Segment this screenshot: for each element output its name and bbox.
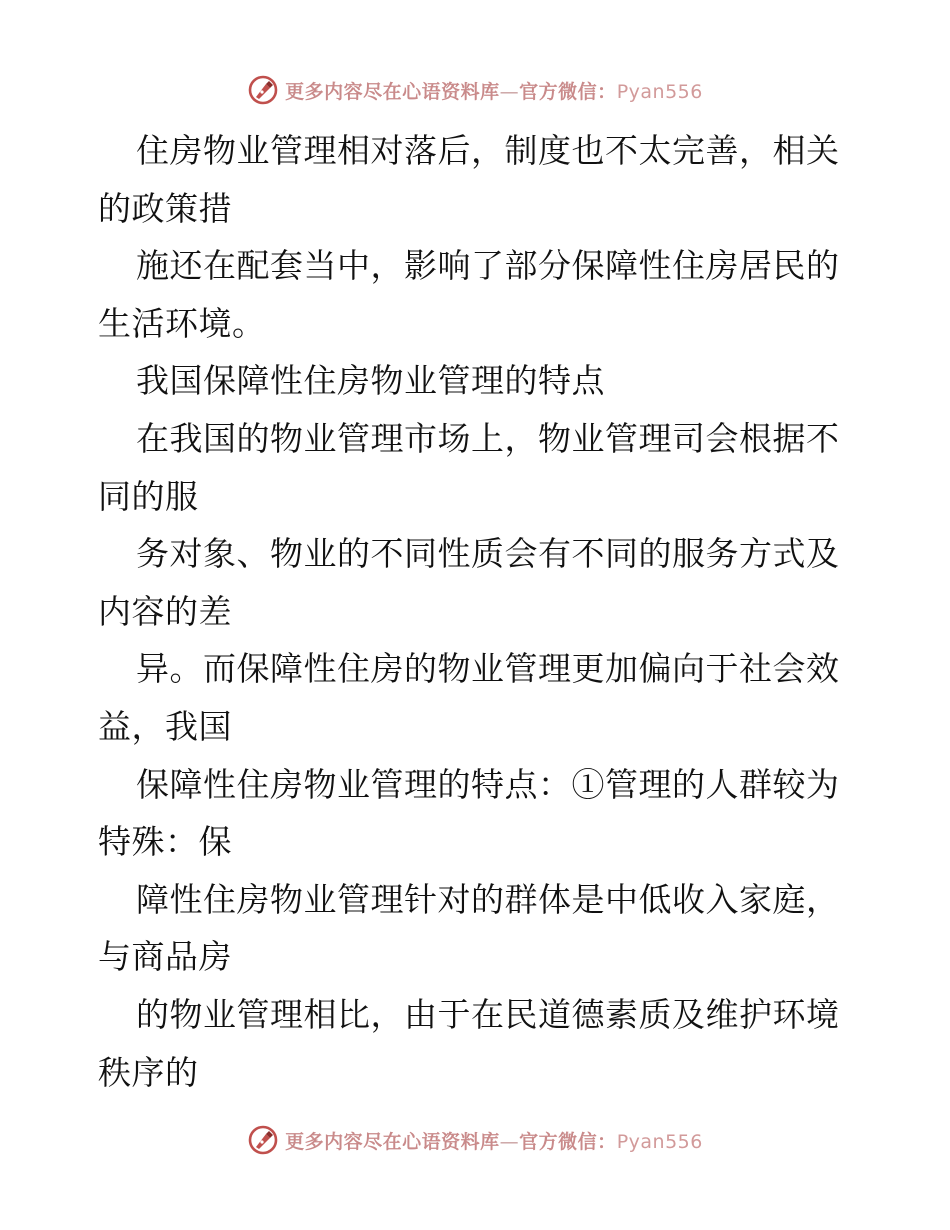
- header-banner: [0, 70, 950, 110]
- text-line: 在我国的物业管理市场上，物业管理司会根据不: [136, 418, 840, 458]
- text-line: 的政策措: [98, 188, 232, 228]
- pen-nib-logo-icon: [247, 1124, 279, 1156]
- text-line: 益，我国: [98, 706, 232, 746]
- text-line: 内容的差: [98, 591, 232, 631]
- banner-separator: —: [499, 1130, 520, 1153]
- text-line: 特殊：保: [98, 822, 232, 862]
- text-line: 生活环境。: [98, 303, 266, 343]
- text-line: 障性住房物业管理针对的群体是中低收入家庭，: [136, 879, 840, 919]
- text-line: 的物业管理相比，由于在民道德素质及维护环境: [136, 994, 840, 1034]
- banner-separator: —: [499, 80, 520, 103]
- text-line: 与商品房: [98, 937, 232, 977]
- banner-text: [285, 77, 703, 104]
- banner-suffix-text: 官方微信：: [519, 1130, 617, 1153]
- text-line: 施还在配套当中，影响了部分保障性住房居民的: [136, 246, 840, 286]
- banner-wechat-id: Pyan556: [616, 80, 703, 103]
- text-line: 我国保障性住房物业管理的特点: [136, 361, 605, 401]
- banner-suffix-text: 官方微信：: [519, 80, 617, 103]
- text-line: 保障性住房物业管理的特点：①管理的人群较为: [136, 764, 840, 804]
- footer-banner: [0, 1120, 950, 1160]
- text-line: 务对象、物业的不同性质会有不同的服务方式及: [136, 534, 840, 574]
- pen-nib-logo-icon: [247, 74, 279, 106]
- text-line: 秩序的: [98, 1052, 199, 1092]
- text-line: 异。而保障性住房的物业管理更加偏向于社会效: [136, 649, 840, 689]
- text-line: 同的服: [98, 476, 199, 516]
- banner-text: [285, 1127, 703, 1154]
- banner-main-text: 更多内容尽在心语资料库: [285, 80, 500, 103]
- banner-wechat-id: Pyan556: [616, 1130, 703, 1153]
- text-line: 住房物业管理相对落后，制度也不太完善，相关: [136, 131, 840, 170]
- banner-main-text: 更多内容尽在心语资料库: [285, 1130, 500, 1153]
- document-body: [98, 122, 858, 1101]
